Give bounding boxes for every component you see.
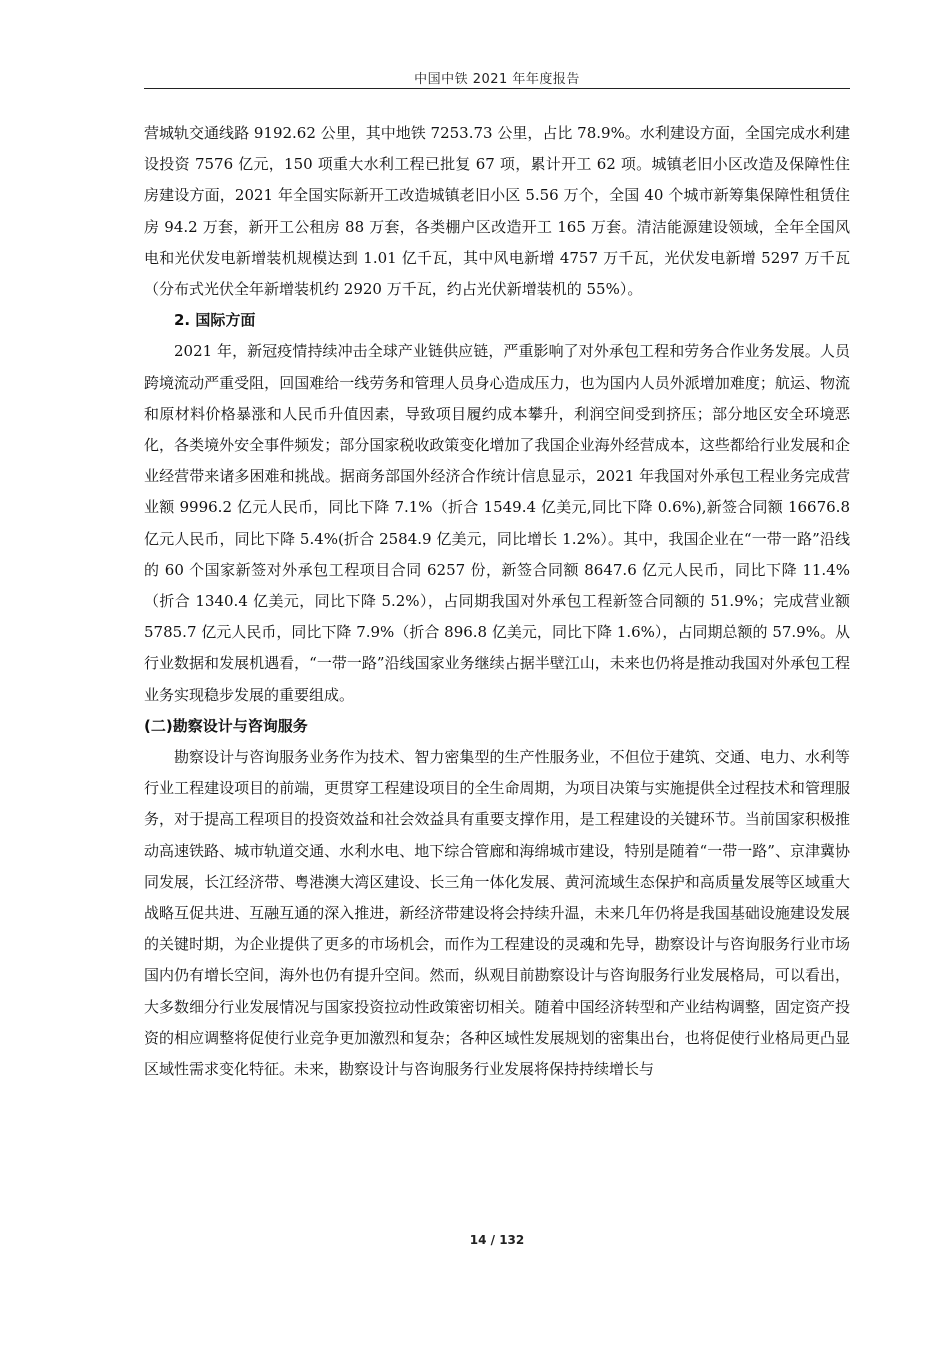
main-content (144, 118, 850, 1085)
paragraph-domestic-continued: 营城轨交通线路 9192.62 公里，其中地铁 7253.73 公里，占比 78.9%。水利建设方面，全国完成水利建设投资 7576 亿元，150 项重大水利工程已批复 67 项，累计开工 62 项。城镇老旧小区改造及保障性住房建设方面，2021 年全国实际新开工改造城镇老旧小区 5.56 万个，全国 40 个城市新筹集保障性租赁住房 94.2 万套，新开工公租房 88 万套，各类棚户区改造开工 165 万套。清洁能源建设领域，全年全国风电和光伏发电新增装机规模达到 1.01 亿千瓦，其中风电新增 4757 万千瓦，光伏发电新增 5297 万千瓦（分布式光伏全年新增装机约 2920 万千瓦，约占光伏新增装机的 55%）。 (144, 124, 850, 299)
header-divider (144, 88, 850, 89)
page-number: 14 / 132 (469, 1233, 525, 1247)
section-heading-survey-design: (二)勘察设计与咨询服务 (144, 716, 308, 735)
section-heading-international: 2. 国际方面 (174, 311, 256, 330)
page-header: 中国中铁 2021 年年度报告 (414, 72, 580, 87)
paragraph-international: 2021 年，新冠疫情持续冲击全球产业链供应链，严重影响了对外承包工程和劳务合作业务发展。人员跨境流动严重受阻，回国难给一线劳务和管理人员身心造成压力，也为国内人员外派增加难度；航运、物流和原材料价格暴涨和人民币升值因素，导致项目履约成本攀升，利润空间受到挤压；部分地区安全环境恶化，各类境外安全事件频发；部分国家税收政策变化增加了我国企业海外经营成本，这些都给行业发展和企业经营带来诸多困难和挑战。据商务部国外经济合作统计信息显示，2021 年我国对外承包工程业务完成营业额 9996.2 亿元人民币，同比下降 7.1%（折合 1549.4 亿美元,同比下降 0.6%),新签合同额 16676.8 亿元人民币，同比下降 5.4%(折合 2584.9 亿美元，同比增长 1.2%）。其中，我国企业在“一带一路”沿线的 60 个国家新签对外承包工程项目合同 6257 份，新签合同额 8647.6 亿元人民币，同比下降 11.4%（折合 1340.4 亿美元，同比下降 5.2%），占同期我国对外承包工程新签合同额的 51.9%；完成营业额 5785.7 亿元人民币，同比下降 7.9%（折合 896.8 亿美元，同比下降 1.6%），占同期总额的 57.9%。从行业数据和发展机遇看，“一带一路”沿线国家业务继续占据半壁江山，未来也仍将是推动我国对外承包工程业务实现稳步发展的重要组成。 (144, 342, 850, 704)
paragraph-survey-design: 勘察设计与咨询服务业务作为技术、智力密集型的生产性服务业，不但位于建筑、交通、电力、水利等行业工程建设项目的前端，更贯穿工程建设项目的全生命周期，为项目决策与实施提供全过程技术和管理服务，对于提高工程项目的投资效益和社会效益具有重要支撑作用，是工程建设的关键环节。当前国家积极推动高速铁路、城市轨道交通、水利水电、地下综合管廊和海绵城市建设，特别是随着“一带一路”、京津冀协同发展，长江经济带、粤港澳大湾区建设、长三角一体化发展、黄河流域生态保护和高质量发展等区域重大战略互促共进、互融互通的深入推进，新经济带建设将会持续升温，未来几年仍将是我国基础设施建设发展的关键时期，为企业提供了更多的市场机会，而作为工程建设的灵魂和先导，勘察设计与咨询服务行业市场国内仍有增长空间，海外也仍有提升空间。然而，纵观目前勘察设计与咨询服务行业发展格局，可以看出，大多数细分行业发展情况与国家投资拉动性政策密切相关。随着中国经济转型和产业结构调整，固定资产投资的相应调整将促使行业竞争更加激烈和复杂；各种区域性发展规划的密集出台，也将促使行业格局更凸显区域性需求变化特征。未来，勘察设计与咨询服务行业发展将保持持续增长与 (144, 748, 850, 1079)
